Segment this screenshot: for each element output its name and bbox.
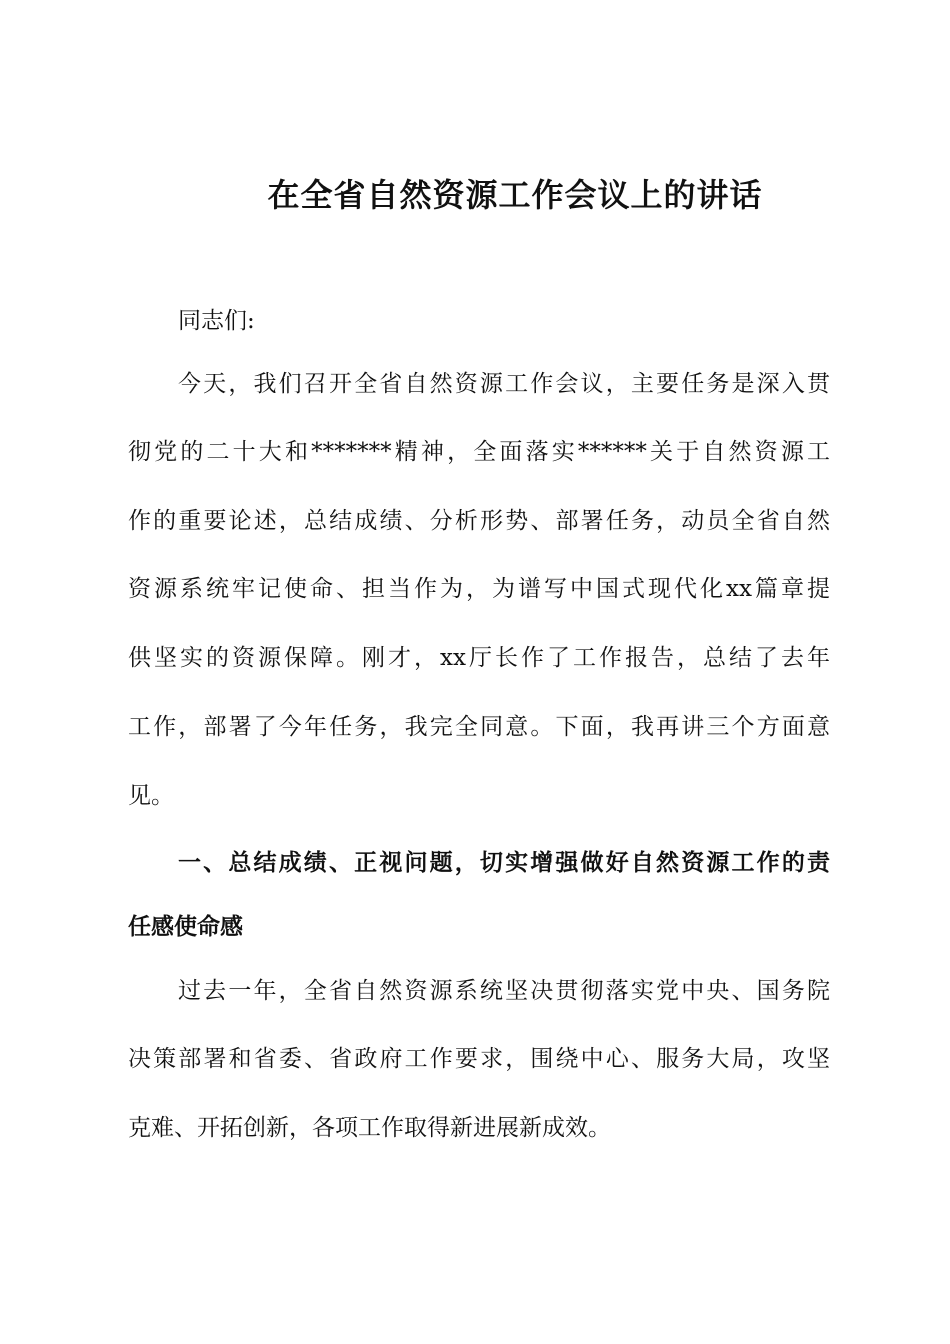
paragraph-line: 今天，我们召开全省自然资源工作会议，主要任务是深入贯 bbox=[178, 371, 830, 397]
paragraph-line: 工作，部署了今年任务，我完全同意。下面，我再讲三个方面意 bbox=[128, 714, 830, 740]
salutation: 同志们: bbox=[178, 308, 255, 334]
paragraph-line: 资源系统牢记使命、担当作为，为谱写中国式现代化xx篇章提 bbox=[128, 576, 830, 602]
paragraph-line: 决策部署和省委、省政府工作要求，围绕中心、服务大局，攻坚 bbox=[128, 1046, 830, 1072]
paragraph-line: 克难、开拓创新，各项工作取得新进展新成效。 bbox=[128, 1115, 611, 1141]
heading-line: 一、总结成绩、正视问题，切实增强做好自然资源工作的责 bbox=[178, 849, 830, 876]
heading-line: 任感使命感 bbox=[128, 913, 243, 940]
paragraph-line: 彻党的二十大和*******精神，全面落实******关于自然资源工 bbox=[128, 439, 830, 465]
paragraph-line: 供坚实的资源保障。刚才，xx厅长作了工作报告，总结了去年 bbox=[128, 645, 830, 671]
paragraph-line: 过去一年，全省自然资源系统坚决贯彻落实党中央、国务院 bbox=[178, 978, 830, 1004]
paragraph-line: 见。 bbox=[128, 783, 174, 809]
paragraph-line: 作的重要论述，总结成绩、分析形势、部署任务，动员全省自然 bbox=[128, 508, 830, 534]
document-title: 在全省自然资源工作会议上的讲话 bbox=[267, 176, 763, 214]
